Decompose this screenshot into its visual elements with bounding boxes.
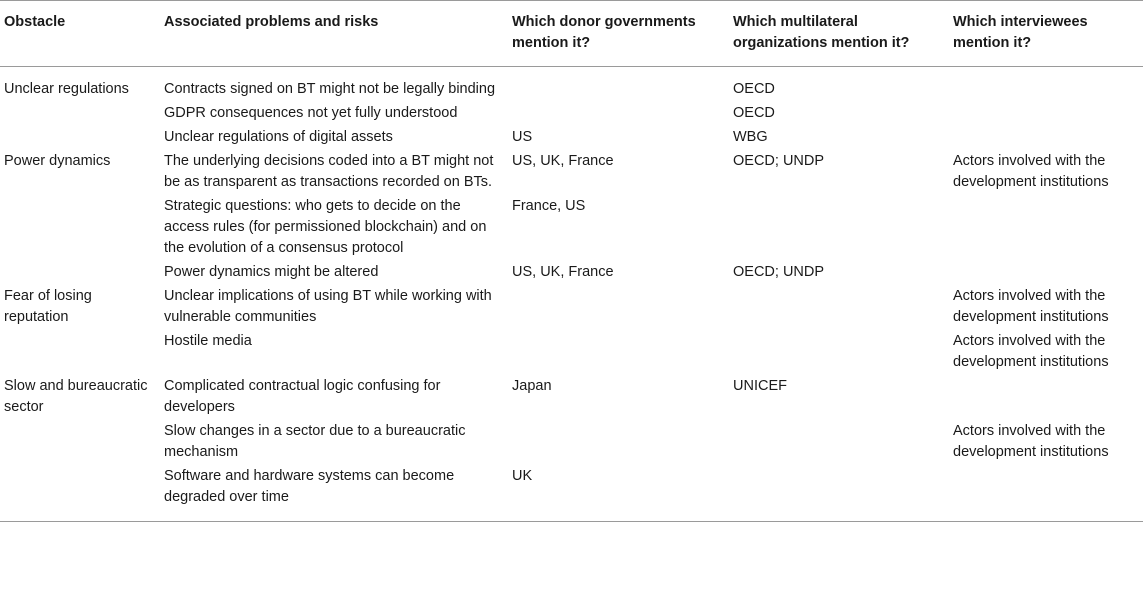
table-row xyxy=(0,124,1143,148)
table-row xyxy=(0,283,1143,328)
table-row xyxy=(0,193,1143,259)
problem-cell: Slow changes in a sector due to a bureaucratic mechanism xyxy=(164,423,466,460)
multilateral-cell xyxy=(729,418,949,463)
multilateral-cell: WBG xyxy=(733,129,768,145)
obstacle-cell xyxy=(0,124,160,148)
multilateral-cell xyxy=(729,463,949,522)
donors-cell xyxy=(508,328,729,373)
interviewees-cell: Actors involved with the development institutions xyxy=(953,423,1109,460)
obstacle-cell xyxy=(0,193,160,259)
multilateral-cell: OECD; UNDP xyxy=(733,264,825,280)
donors-cell xyxy=(508,418,729,463)
table-row xyxy=(0,259,1143,283)
interviewees-cell xyxy=(949,100,1143,124)
multilateral-cell xyxy=(729,328,949,373)
header-interviewees: Which interviewees mention it? xyxy=(949,1,1143,67)
problem-cell: Software and hardware systems can become degraded over time xyxy=(160,463,508,522)
interviewees-cell: Actors involved with the development institutions xyxy=(953,333,1109,370)
donors-cell: US xyxy=(512,129,533,145)
problem-cell: Unclear implications of using BT while working with vulnerable communities xyxy=(164,288,492,325)
problem-cell: Power dynamics might be altered xyxy=(164,264,379,280)
table-row xyxy=(0,67,1143,101)
header-multilateral: Which multilateral organizations mention it? xyxy=(729,1,949,67)
problem-cell: Complicated contractual logic confusing for developers xyxy=(164,378,441,415)
interviewees-cell: Actors involved with the development institutions xyxy=(953,153,1109,190)
obstacle-cell: Unclear regulations xyxy=(4,81,129,97)
obstacle-cell: Fear of losing reputation xyxy=(4,288,92,325)
multilateral-cell xyxy=(729,283,949,328)
interviewees-cell xyxy=(949,193,1143,259)
multilateral-cell: OECD xyxy=(733,105,775,121)
interviewees-cell xyxy=(949,67,1143,101)
donors-cell xyxy=(508,100,729,124)
table-row xyxy=(0,463,1143,522)
multilateral-cell: OECD; UNDP xyxy=(733,153,825,169)
donors-cell: US, UK, France xyxy=(512,264,614,280)
problem-cell: Strategic questions: who gets to decide on the access rules (for permissioned blockchain) and on the evolution of a consensus protocol xyxy=(164,198,487,256)
obstacle-cell xyxy=(0,100,160,124)
interviewees-cell xyxy=(949,124,1143,148)
table-row xyxy=(0,148,1143,193)
header-donors: Which donor governments mention it? xyxy=(508,1,729,67)
table-header xyxy=(0,1,1143,67)
donors-cell xyxy=(508,283,729,328)
multilateral-cell: UNICEF xyxy=(733,378,787,394)
header-row xyxy=(0,1,1143,67)
obstacle-cell xyxy=(0,463,160,522)
donors-cell: UK xyxy=(508,463,729,522)
obstacle-cell: Power dynamics xyxy=(4,153,111,169)
table-row xyxy=(0,418,1143,463)
table-body xyxy=(0,67,1143,522)
table-row xyxy=(0,373,1143,418)
header-obstacle: Obstacle xyxy=(0,1,160,67)
multilateral-cell xyxy=(729,193,949,259)
header-problems: Associated problems and risks xyxy=(160,1,508,67)
interviewees-cell: Actors involved with the development institutions xyxy=(953,288,1109,325)
problem-cell: The underlying decisions coded into a BT might not be as transparent as transactions recorded on BTs. xyxy=(164,153,494,190)
obstacle-cell xyxy=(0,328,160,373)
interviewees-cell xyxy=(949,463,1143,522)
problem-cell: Hostile media xyxy=(164,333,252,349)
donors-cell: France, US xyxy=(512,198,586,214)
table-row xyxy=(0,328,1143,373)
problem-cell: Unclear regulations of digital assets xyxy=(164,129,393,145)
interviewees-cell xyxy=(949,373,1143,418)
donors-cell: Japan xyxy=(512,378,552,394)
multilateral-cell: OECD xyxy=(733,81,775,97)
donors-cell xyxy=(508,67,729,101)
obstacle-cell xyxy=(0,259,160,283)
obstacle-cell xyxy=(0,418,160,463)
problem-cell: Contracts signed on BT might not be legally binding xyxy=(164,81,496,97)
problem-cell: GDPR consequences not yet fully understood xyxy=(164,105,458,121)
obstacle-cell: Slow and bureaucratic sector xyxy=(4,378,148,415)
donors-cell: US, UK, France xyxy=(512,153,614,169)
interviewees-cell xyxy=(949,259,1143,283)
table-row xyxy=(0,100,1143,124)
